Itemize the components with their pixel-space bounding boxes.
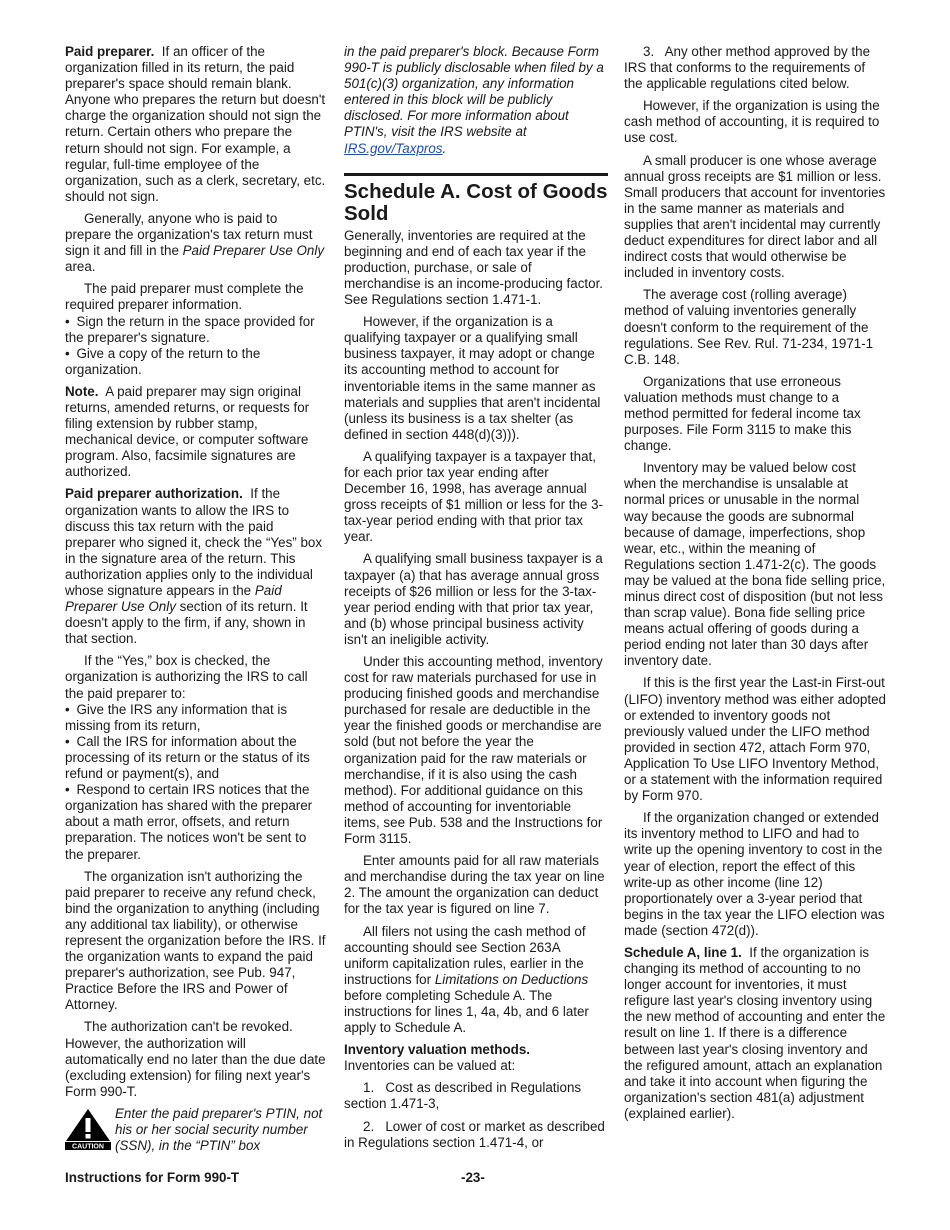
- column-3: [624, 44, 886, 1128]
- small-business-paragraph: A qualifying small business taxpayer is a taxpayer (a) that has average annual gross receipts of $26 million or less for the 3-tax-year period ending with that prior tax year, and (b) whose principal business activity isn't an ineligible activity.: [344, 551, 603, 647]
- paid-preparer-heading: Paid preparer.: [65, 44, 155, 59]
- accounting-method-paragraph: Under this accounting method, inventory cost for raw materials purchased for use in producing finished goods and merchandise purchased for resale are deductible in the year the finished goods or merchandise are sold (but not before the year the organization paid for the raw materials or merchandise, if it is also using the cash method). For additional guidance on this method of accounting for inventoriable items, see Pub. 538 and the Instructions for Form 3115.: [344, 654, 603, 847]
- bullet-item: • Sign the return in the space provided for the preparer's signature.: [65, 313, 315, 345]
- note-paragraph: Note. A paid preparer may sign original returns, amended returns, or requests for filing extension by rubber stamp, mechanical device, or computer software program. Also, facsimile signatures are authorized.: [65, 383, 310, 480]
- method-2: 2. Lower of cost or market as described in Regulations section 1.471-4, or: [344, 1118, 609, 1150]
- qualifying-paragraph: However, if the organization is a qualifying taxpayer or a qualifying small business taxpayer, it may adopt or change its accounting method to account for inventoriable items in the same manner as materials and supplies that aren't incidental (unless its business is a tax shelter (as defined in section 448(d)(3))).: [344, 314, 601, 442]
- not-authorizing-paragraph: The organization isn't authorizing the paid preparer to receive any refund check, bind the organization to anything (including any additional tax liability), or otherwise represent the organization before the IRS. If the organization wants to expand the paid preparer's authorization, see Pub. 947, Practice Before the IRS and Power of Attorney.: [65, 868, 326, 1013]
- line1-heading: Schedule A, line 1.: [624, 944, 742, 960]
- bullet-item: • Call the IRS for information about the processing of its return or the status of its refund or payment(s), and: [65, 733, 310, 782]
- page-number: -23-: [461, 1170, 485, 1185]
- paid-preparer-paragraph: Paid preparer. If an officer of the organization filled in its return, the paid preparer's space should remain blank. Anyone who prepares the return but doesn't charge the organization should not sign the return. Certain others who prepare the return should not sign. For example, a regular, full-time employee of the organization, such as a clerk, secretary, etc. should not sign.: [65, 44, 326, 204]
- bullet-item: • Respond to certain IRS notices that the organization has shared with the preparer about a math error, offsets, and return preparation. The notices won't be sent to the preparer.: [65, 782, 313, 862]
- small-producer-paragraph: A small producer is one whose average annual gross receipts are $1 million or less. Small producers that account for inventories in the same manner as materials and supplies that aren't incidental may currently deduct expenditures for direct labor and all indirect costs that would otherwise be included in inventory costs.: [624, 152, 886, 281]
- bullet-item: • Give a copy of the return to the organization.: [65, 345, 261, 377]
- authorization-paragraph: Paid preparer authorization. If the organization wants to allow the IRS to discuss this tax return with the paid preparer who signed it, check the “Yes” box in the signature area of the return. This authorization applies only to the individual whose signature appears in the Paid Preparer Use Only section of its return. It doesn't apply to the firm, if any, shown in that section.: [65, 486, 323, 647]
- inventories-paragraph: Generally, inventories are required at the beginning and end of each tax year if the production, purchase, or sale of merchandise is an income-producing factor. See Regulations section 1.471-1.: [344, 227, 604, 308]
- schedule-a-line1-paragraph: Schedule A, line 1. If the organization is changing its method of accounting to no longer account for inventories, it must refigure last year's closing inventory using the new method of accounting and enter the result on line 1. If there is a difference between last year's closing inventory and the refigured amount, attach an explanation and take it into account when figuring the organization's section 481(a) adjustment (explained earlier).: [624, 944, 886, 1121]
- caution-box: [65, 1106, 327, 1154]
- section-divider: [344, 173, 608, 176]
- valuation-intro: Inventories can be valued at:: [344, 1058, 516, 1074]
- complete-info-paragraph: The paid preparer must complete the required preparer information.: [65, 281, 304, 313]
- average-cost-paragraph: The average cost (rolling average) method of valuing inventories generally doesn't conform to the requirement of the regulations. See Rev. Rul. 71-234, 1971-1 C.B. 148.: [624, 287, 874, 367]
- column-2: [344, 44, 608, 1157]
- note-heading: Note.: [65, 383, 99, 399]
- qualifying-taxpayer-paragraph: A qualifying taxpayer is a taxpayer that, for each prior tax year ending after December 16, 1998, has average annual gross receipts of $1 million or less for the 3-tax-year period ending with that prior tax year.: [344, 448, 603, 545]
- all-filers-paragraph: All filers not using the cash method of accounting should see Section 263A uniform capitalization rules, earlier in the instructions for Limitations on Deductions before completing Schedule A. The instructions for lines 1, 4a, 4b, and 6 later apply to Schedule A.: [344, 923, 589, 1036]
- caution-icon: [65, 1108, 111, 1150]
- authorization-heading: Paid preparer authorization.: [65, 486, 243, 502]
- erroneous-methods-paragraph: Organizations that use erroneous valuation methods must change to a method permitted for federal income tax purposes. File Form 3115 to make this change.: [624, 373, 861, 454]
- revoke-paragraph: The authorization can't be revoked. However, the authorization will automatically end no later than the due date (excluding extension) for filing next year's Form 990-T.: [65, 1019, 326, 1099]
- valuation-methods-heading: Inventory valuation methods.: [344, 1042, 531, 1058]
- below-cost-paragraph: Inventory may be valued below cost when the merchandise is unsalable at normal prices or unusable in the normal way because the goods are subnormal because of damage, imperfections, shop wear, etc., within the meaning of Regulations section 1.471-2(c). The goods may be valued at the bona fide selling price, minus direct cost of disposition (but not less than scrap value). Bona fide selling price means actual offering of goods during a period ending not later than 30 days after inventory date.: [624, 460, 886, 669]
- schedule-a-heading: Schedule A. Cost of Goods Sold: [344, 179, 608, 225]
- lifo-paragraph: If this is the first year the Last-in First-out (LIFO) inventory method was either adopted or extended to inventory goods not previously valued under the LIFO method provided in section 472, attach Form 970, Application To Use LIFO Inventory Method, or a statement with the information required by Form 970.: [624, 675, 886, 804]
- enter-amounts-paragraph: Enter amounts paid for all raw materials and merchandise during the tax year on line 2. The amount the organization can deduct for the tax year is figured on line 7.: [344, 853, 605, 917]
- column-1: [65, 44, 327, 1154]
- cash-method-paragraph: However, if the organization is using the cash method of accounting, it is required to use cost.: [624, 98, 880, 146]
- footer-title: Instructions for Form 990-T: [65, 1170, 240, 1185]
- irs-taxpros-link[interactable]: IRS.gov/Taxpros: [344, 140, 443, 156]
- lifo-writeup-paragraph: If the organization changed or extended its inventory method to LIFO and had to write up the opening inventory to cost in the year of election, report the effect of this write-up as other income (line 12) proportionately over a 3-year period that begins in the tax year the LIFO election was made (section 472(d)).: [624, 810, 885, 938]
- yes-box-paragraph: If the “Yes,” box is checked, the organization is authorizing the IRS to call the paid preparer to:: [65, 653, 308, 701]
- bullet-item: • Give the IRS any information that is missing from its return,: [65, 701, 288, 733]
- caution-label: CAUTION: [72, 1143, 104, 1150]
- ptin-continuation: in the paid preparer's block. Because Form 990-T is publicly disclosable when filed by a 501(c)(3) organization, any information entered in this block will be publicly disclosed. For more information about PTIN's, visit the IRS website at IRS.gov/Taxpros.: [344, 44, 604, 156]
- method-3: 3. Any other method approved by the IRS that conforms to the requirements of the applicable regulations cited below.: [624, 44, 874, 92]
- generally-paragraph: Generally, anyone who is paid to prepare the organization's tax return must sign it and fill in the Paid Preparer Use Only area.: [65, 210, 325, 275]
- method-1: 1. Cost as described in Regulations section 1.471-3,: [344, 1080, 585, 1112]
- caution-text: Enter the paid preparer's PTIN, not his or her social security number (SSN), in the “PTIN” box: [115, 1105, 323, 1154]
